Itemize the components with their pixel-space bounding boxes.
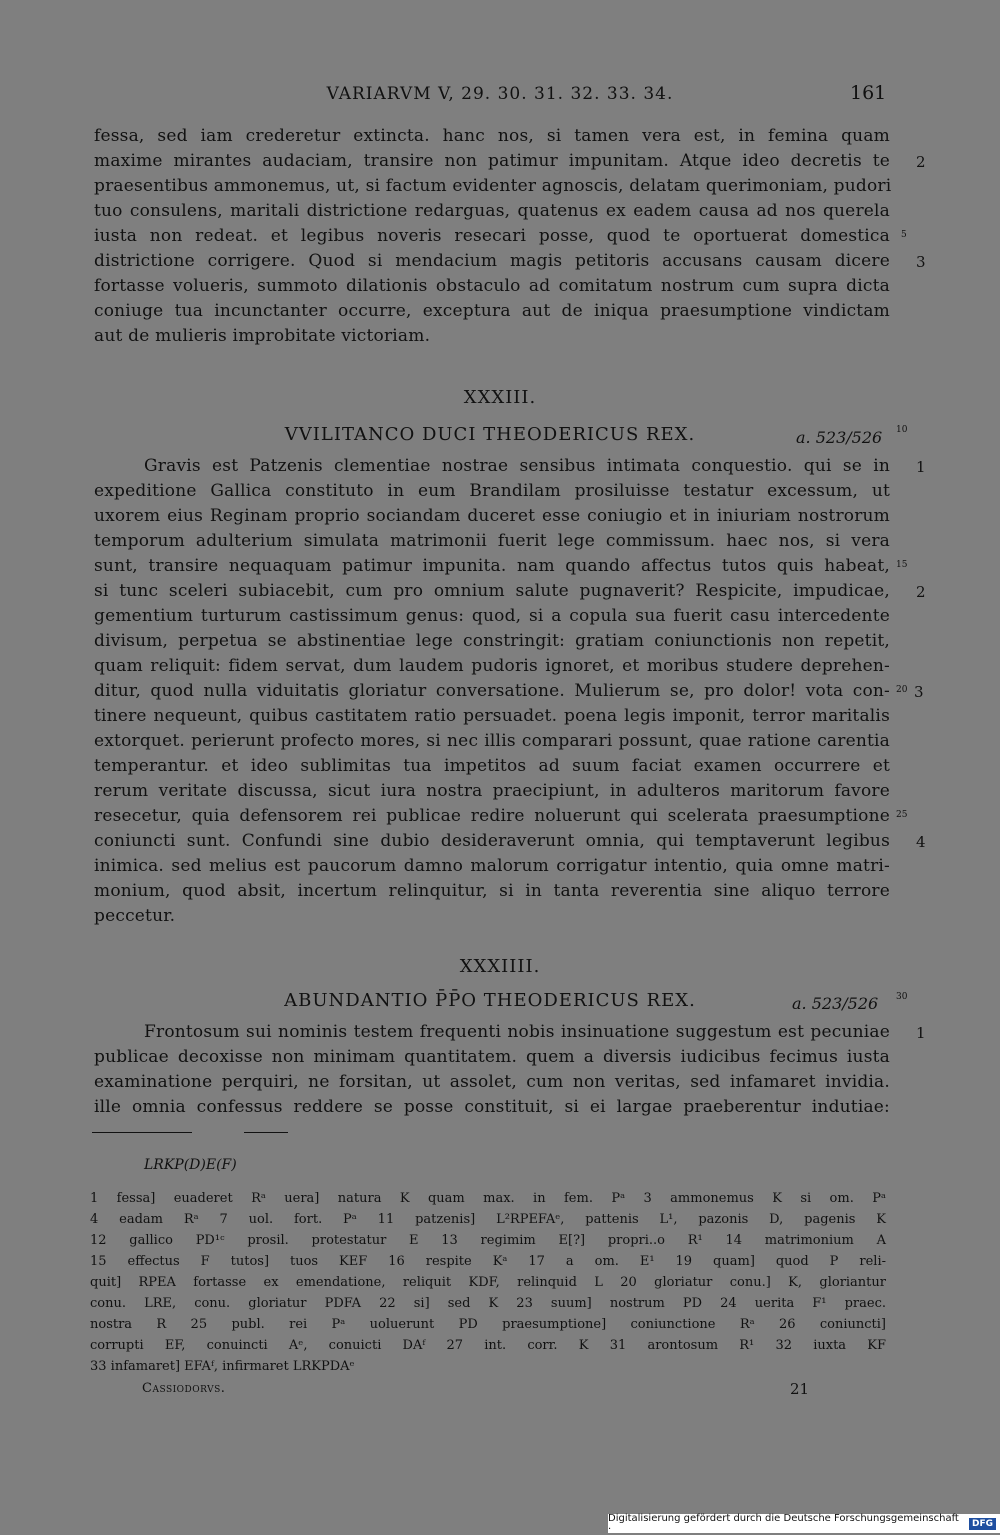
text-line: districtione corrigere. Quod si mendacium magis petitoris accusans causam dicere: [94, 251, 890, 271]
text-line: fortasse volueris, summoto dilationis obstaculo ad comitatum nostrum cum supra dicta: [94, 276, 890, 296]
apparatus-line: 12 gallico PD¹ᶜ prosil. protestatur E 13 regimim E[?] propri..o R¹ 14 matrimonium A: [90, 1233, 886, 1248]
text-line: resecetur, quia defensorem rei publicae redire noluerunt qui scelerata praesumptione: [94, 806, 890, 826]
text-line: maxime mirantes audaciam, transire non patimur impunitam. Atque ideo decretis te: [94, 151, 890, 171]
margin-paragraph-number: 1: [916, 1024, 926, 1042]
text-line: ditur, quod nulla viduitatis gloriatur conversatione. Mulierum se, pro dolor! vota con-: [94, 681, 890, 701]
text-line: peccetur.: [94, 906, 176, 926]
apparatus-line: 1 fessa] euaderet Rᵃ uera] natura K quam max. in fem. Pᵃ 3 ammonemus K si om. Pᵃ: [90, 1191, 886, 1206]
text-line: tuo consulens, maritali districtione redarguas, quatenus ex eadem causa ad nos querela: [94, 201, 890, 221]
text-line: examinatione perquiri, ne forsitan, ut assolet, cum non veritas, sed infamaret invidia.: [94, 1072, 890, 1092]
text-line: sunt, transire nequaquam patimur impunita. nam quando affectus tutos quis habeat,: [94, 556, 890, 576]
text-line: expeditione Gallica constituto in eum Brandilam prosiluisse testatur excessum, ut: [94, 481, 890, 501]
text-line: gementium turturum castissimum genus: quod, si a copula sua fuerit casu intercedente: [94, 606, 890, 626]
apparatus-line: 33 infamaret] EFAᶠ, infirmaret LRKPDAᵉ: [90, 1359, 355, 1374]
page-number: 161: [850, 82, 887, 104]
dfg-banner-text: Digitalisierung gefördert durch die Deutsche Forschungsgemeinschaft ·: [608, 1512, 959, 1535]
margin-paragraph-number: 1: [916, 458, 926, 476]
margin-line-number: 30: [896, 992, 908, 1002]
margin-line-number: 5: [901, 230, 907, 240]
dfg-banner: [608, 1514, 1000, 1533]
text-line: praesentibus ammonemus, ut, si factum evidenter agnoscis, delatam querimoniam, pudori: [94, 176, 892, 196]
section-number: XXXIII.: [463, 387, 537, 408]
text-line: quam reliquit: fidem servat, dum laudem pudoris ignoret, et moribus studere deprehen-: [94, 656, 890, 676]
text-line: fessa, sed iam crederetur extincta. hanc nos, si tamen vera est, in femina quam: [94, 126, 890, 146]
margin-paragraph-number: 2: [916, 583, 926, 601]
footnote-rule: [92, 1132, 192, 1133]
signature-mark: 21: [790, 1380, 810, 1398]
text-line: temporum adulterium simulata matrimonii fuerit lege commissum. haec nos, si vera: [94, 531, 890, 551]
margin-paragraph-number: 4: [916, 833, 926, 851]
margin-line-number: 25: [896, 810, 908, 820]
text-line: publicae decoxisse non minimam quantitatem. quem a diversis iudicibus fecimus iusta: [94, 1047, 890, 1067]
text-line: inimica. sed melius est paucorum damno malorum corrigatur intentio, quia omne matri-: [94, 856, 890, 876]
text-line: coniuncti sunt. Confundi sine dubio desideraverunt omnia, qui temptaverunt legibus: [94, 831, 890, 851]
text-line: divisum, perpetua se abstinentiae lege constringit: gratiam coniunctionis non repetit,: [94, 631, 890, 651]
text-line: si tunc sceleri subiacebit, cum pro omnium salute pugnaverit? Respicite, impudicae,: [94, 581, 890, 601]
dfg-logo: DFG: [969, 1518, 996, 1530]
apparatus-line: 15 effectus F tutos] tuos KEF 16 respite Kᵃ 17 a om. E¹ 19 quam] quod P reli-: [90, 1254, 886, 1269]
footer-author: Cassiodorvs.: [142, 1381, 226, 1396]
margin-paragraph-number: 2: [916, 153, 926, 171]
text-line: monium, quod absit, incertum relinquitur, si in tanta reverentia sine aliquo terrore: [94, 881, 890, 901]
text-line: tinere nequeunt, quibus castitatem ratio persuadet. poena legis imponit, terror maritalis: [94, 706, 890, 726]
text-line: uxorem eius Reginam proprio sociandam duceret esse coniugio et in iniuriam nostrorum: [94, 506, 890, 526]
margin-line-number: 15: [896, 560, 908, 570]
section-title: ABUNDANTIO P̄P̄O THEODERICUS REX.: [284, 990, 696, 1011]
text-line: aut de mulieris improbitate victoriam.: [94, 326, 431, 346]
text-line: Gravis est Patzenis clementiae nostrae sensibus intimata conquestio. qui se in: [144, 456, 890, 476]
apparatus-line: quit] RPEA fortasse ex emendatione, reliquit KDF, relinquid L 20 gloriatur conu.] K, gloriantur: [90, 1275, 886, 1290]
apparatus-sigla: LRKP(D)E(F): [144, 1157, 237, 1173]
apparatus-line: 4 eadam Rᵃ 7 uol. fort. Pᵃ 11 patzenis] L²RPEFAᵉ, pattenis L¹, pazonis D, pagenis K: [90, 1212, 886, 1227]
margin-paragraph-number: 3: [914, 683, 924, 701]
section-date: a. 523/526: [796, 428, 883, 447]
margin-paragraph-number: 3: [916, 253, 926, 271]
footnote-rule: [244, 1132, 288, 1133]
text-line: temperantur. et ideo sublimitas tua impetitos ad suum faciat examen occurrere et: [94, 756, 890, 776]
text-line: extorquet. perierunt profecto mores, si nec illis comparari possunt, quae ratione carentia: [94, 731, 890, 751]
apparatus-line: conu. LRE, conu. gloriatur PDFA 22 si] sed K 23 suum] nostrum PD 24 uerita F¹ praec.: [90, 1296, 886, 1311]
margin-line-number: 10: [896, 425, 908, 435]
section-date: a. 523/526: [792, 994, 879, 1013]
running-head: VARIARVM V, 29. 30. 31. 32. 33. 34.: [326, 84, 674, 104]
text-line: iusta non redeat. et legibus noveris resecari posse, quod te oportuerat domestica: [94, 226, 890, 246]
section-number: XXXIIII.: [459, 956, 541, 977]
apparatus-line: corrupti EF, conuincti Aᵉ, conuicti DAᶠ 27 int. corr. K 31 arontosum R¹ 32 iuxta KF: [90, 1338, 886, 1353]
text-line: Frontosum sui nominis testem frequenti nobis insinuatione suggestum est pecuniae: [144, 1022, 890, 1042]
apparatus-line: nostra R 25 publ. rei Pᵃ uoluerunt PD praesumptione] coniunctione Rᵃ 26 coniuncti]: [90, 1317, 886, 1332]
margin-line-number: 20: [896, 685, 908, 695]
text-line: ille omnia confessus reddere se posse constituit, si ei largae praeberentur indutiae:: [94, 1097, 890, 1117]
text-line: rerum veritate discussa, sicut iura nostra praecipiunt, in adulteros maritorum favore: [94, 781, 890, 801]
text-line: coniuge tua incunctanter occurre, exceptura aut de iniqua praesumptione vindictam: [94, 301, 890, 321]
section-title: VVILITANCO DUCI THEODERICUS REX.: [284, 424, 696, 445]
